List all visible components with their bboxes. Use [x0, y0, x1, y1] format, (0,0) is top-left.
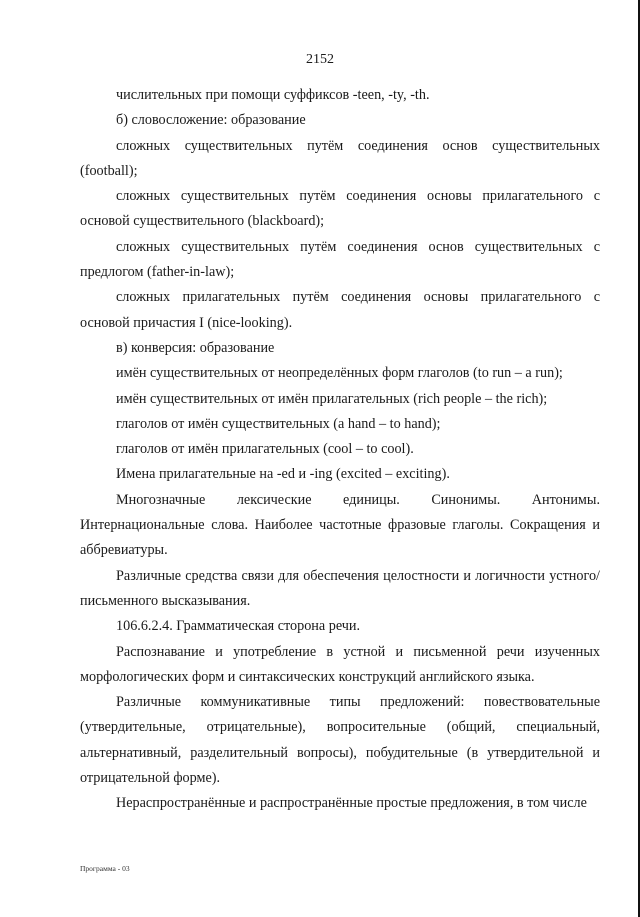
paragraph: Различные коммуникативные типы предложений: повествовательные (утвердительные, отрицательные), вопросительные (общий, специальный, альтернативный, разделительный вопросы), побудительные (в утвердительной и отрицательной форме).: [80, 694, 600, 787]
paragraph: Имена прилагательные на -ed и -ing (excited – exciting).: [116, 466, 450, 483]
paragraph: Различные средства связи для обеспечения целостности и логичности устного/письменного высказывания.: [80, 567, 600, 609]
paragraph: глаголов от имён прилагательных (cool – to cool).: [116, 441, 414, 458]
paragraph: сложных существительных путём соединения основ существительных с предлогом (father-in-law);: [80, 238, 600, 281]
paragraph: сложных существительных путём соединения основ существительных (football);: [80, 137, 600, 179]
paragraph: Распознавание и употребление в устной и письменной речи изученных морфологических форм и синтаксических конструкций английского языка.: [80, 643, 600, 685]
paragraph: сложных существительных путём соединения основы прилагательного с основой существительного (blackboard);: [80, 188, 600, 230]
paragraph: имён существительных от неопределённых форм глаголов (to run – a run);: [116, 365, 563, 382]
page-number: 2152: [306, 52, 334, 67]
paragraph: глаголов от имён существительных (a hand – to hand);: [116, 415, 441, 432]
paragraph: имён существительных от имён прилагательных (rich people – the rich);: [116, 390, 548, 407]
paragraph: сложных прилагательных путём соединения основы прилагательного с основой причастия I (nice-looking).: [80, 289, 600, 331]
paragraph: Многозначные лексические единицы. Синонимы. Антонимы. Интернациональные слова. Наиболее частотные фразовые глаголы. Сокращения и аббревиатуры.: [80, 491, 600, 559]
page-footer: Программа - 03: [80, 864, 130, 873]
section-heading: 106.6.2.4. Грамматическая сторона речи.: [116, 618, 361, 635]
paragraph: числительных при помощи суффиксов -teen, -ty, -th.: [116, 87, 430, 103]
paragraph: Нераспространённые и распространённые простые предложения, в том числе: [116, 795, 587, 812]
document-body: [80, 83, 600, 817]
paragraph: б) словосложение: образование: [116, 112, 306, 129]
paragraph: в) конверсия: образование: [116, 339, 275, 356]
